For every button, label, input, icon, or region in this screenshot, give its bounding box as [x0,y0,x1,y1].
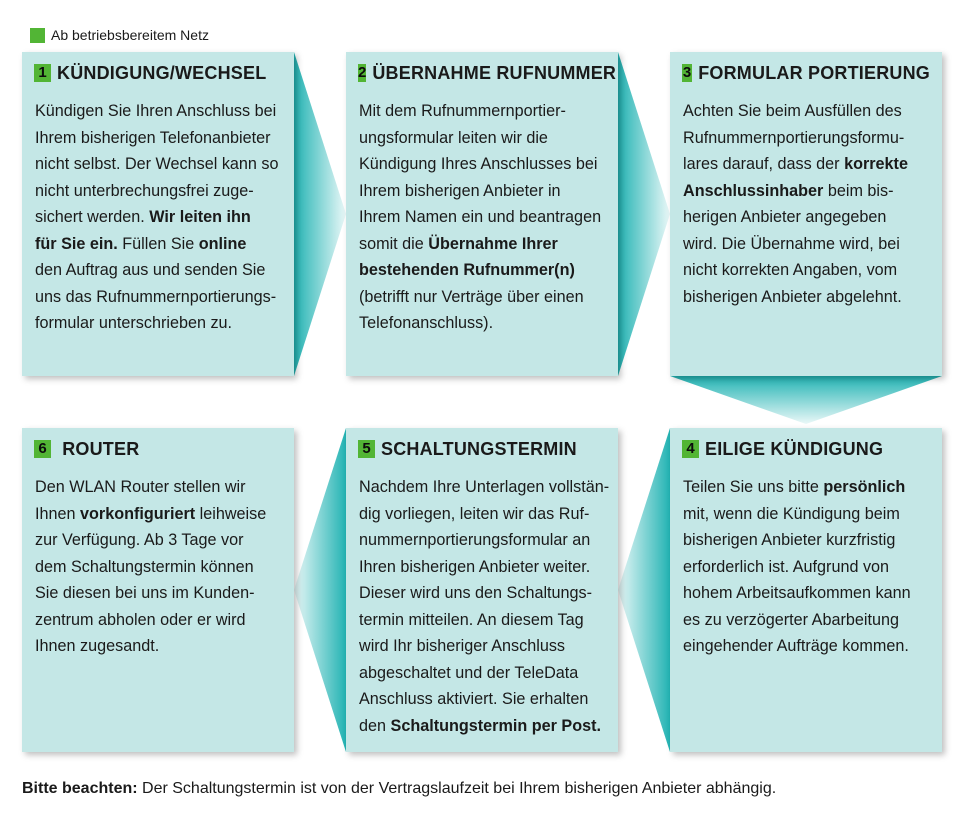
arrow-right-2-to-3 [618,52,670,376]
step-title: KÜNDIGUNG/WECHSEL [57,62,267,83]
text-line: zentrum abholen oder er wird [35,610,246,629]
emphasis-text: bestehenden Rufnummer(n) [359,261,575,279]
step-box-router [22,428,294,752]
text-line: Anschluss aktiviert. Sie erhalten [359,690,589,708]
step-box-kuendigung [22,52,294,376]
legend-label: Ab betriebsbereitem Netz [51,27,209,43]
text-line: Ihnen zugesandt. [35,637,160,655]
text-line: Ihren bisherigen Anbieter weiter. [359,557,591,576]
step-number-badge: 3 [682,64,692,81]
step-title: ÜBERNAHME RUFNUMMER [372,62,617,83]
arrow-left-5-to-6 [294,428,346,752]
text-line: Ihnen vorkonfiguriert leihweise [35,504,267,523]
text-line: bisherigen Anbieter kurzfristig [683,531,896,549]
text-line: Ihrem bisherigen Telefonanbieter [35,128,271,147]
legend-swatch [30,28,45,43]
note-label: Bitte beachten: [22,780,138,797]
note-text: Der Schaltungstermin ist von der Vertragslaufzeit bei Ihrem bisherigen Anbieter abhängig. [137,780,777,797]
text-line: dig vorliegen, leiten wir das Ruf- [359,504,590,523]
text-line: nicht selbst. Der Wechsel kann so [35,155,279,173]
text-line: wird. Die Übernahme wird, bei [683,234,900,253]
arrow-down-3-to-4 [670,376,942,424]
text-line [359,257,606,284]
text-line: sichert werden. Wir leiten ihn [35,208,251,226]
step-number-badge: 1 [34,64,51,82]
step-text [358,98,606,337]
step-number-badge: 5 [358,440,375,458]
text-line: ungsformular leiten wir die [359,128,548,147]
text-line: Mit dem Rufnummernportier- [359,102,566,120]
text-line: (betrifft nur Verträge über einen [359,287,584,306]
step-header [358,62,617,84]
text-line: nummernportierungsformular an [359,531,591,549]
step-text [34,474,282,660]
text-line: abgeschaltet und der TeleData [359,663,579,682]
text-line: Rufnummernportierungsformu- [683,128,905,147]
step-header [682,438,930,460]
text-line: wird Ihr bisheriger Anschluss [359,637,566,655]
text-line: nicht korrekten Angaben, vom [683,261,898,279]
text-line: mit, wenn die Kündigung beim [683,504,900,523]
step-number-badge: 2 [358,64,367,81]
text-line: formular unterschrieben zu. [35,314,233,332]
step-box-formular [670,52,942,376]
text-line: Ihrem bisherigen Anbieter in [359,181,561,200]
text-line: Kündigung Ihres Anschlusses bei [359,155,598,173]
emphasis-text: vorkonfiguriert [80,504,196,523]
text-line: termin mitteilen. An diesem Tag [359,610,584,629]
text-line: Anschlussinhaber beim bis- [683,181,894,200]
emphasis-text: Anschlussinhaber [683,181,824,200]
footer-note [22,780,776,798]
text-line: Teilen Sie uns bitte persönlich [683,478,906,496]
text-line: zur Verfügung. Ab 3 Tage vor [35,531,244,549]
legend [30,26,209,44]
text-line: den Auftrag aus und senden Sie [35,261,266,279]
text-line: erforderlich ist. Aufgrund von [683,557,890,576]
step-box-schaltungstermin [346,428,618,752]
step-text [682,474,930,660]
text-line: uns das Rufnummernportierungs- [35,287,277,306]
text-line: herigen Anbieter angegeben [683,208,887,226]
step-header [358,438,606,460]
text-line: somit die Übernahme Ihrer [359,234,558,253]
text-line: dem Schaltungstermin können [35,557,254,576]
text-line: hohem Arbeitsaufkommen kann [683,584,911,602]
step-number-badge: 4 [682,440,699,458]
emphasis-text: persönlich [823,478,906,496]
step-title: FORMULAR PORTIERUNG [698,62,930,83]
text-line: Dieser wird uns den Schaltungs- [359,584,593,602]
step-header [34,62,282,84]
step-header [34,438,282,460]
emphasis-text: Wir leiten ihn [149,208,251,226]
step-text [358,474,610,739]
step-title: ROUTER [57,438,140,459]
emphasis-text: Übernahme Ihrer [428,234,558,253]
text-line: Telefonanschluss). [359,314,494,332]
text-line: für Sie ein. Füllen Sie online [35,234,247,253]
text-line: es zu verzögerter Abarbeitung [683,610,899,629]
text-line: eingehender Aufträge kommen. [683,637,909,655]
step-text [34,98,282,337]
step-title: EILIGE KÜNDIGUNG [705,438,884,459]
emphasis-text: Schaltungstermin per Post. [390,716,601,735]
text-line: Nachdem Ihre Unterlagen vollstän- [359,478,610,496]
text-line: Den WLAN Router stellen wir [35,478,246,496]
emphasis-text: online [198,234,247,253]
arrow-right-1-to-2 [294,52,346,376]
step-text [682,98,930,310]
text-line: Achten Sie beim Ausfüllen des [683,102,902,120]
step-header [682,62,930,84]
text-line: nicht unterbrechungsfrei zuge- [35,181,254,200]
text-line: bisherigen Anbieter abgelehnt. [683,287,902,306]
emphasis-text: korrekte [844,155,908,173]
text-line: den Schaltungstermin per Post. [359,716,601,735]
text-line: Ihrem Namen ein und beantragen [359,208,602,226]
text-line: Kündigen Sie Ihren Anschluss bei [35,102,277,120]
step-box-eilige-kuendigung [670,428,942,752]
step-number-badge: 6 [34,440,51,458]
arrow-left-4-to-5 [618,428,670,752]
text-line: Sie diesen bei uns im Kunden- [35,584,255,602]
text-line: lares darauf, dass der korrekte [683,155,908,173]
step-box-uebernahme [346,52,618,376]
step-title: SCHALTUNGSTERMIN [381,438,577,459]
emphasis-text: für Sie ein. [35,234,118,253]
